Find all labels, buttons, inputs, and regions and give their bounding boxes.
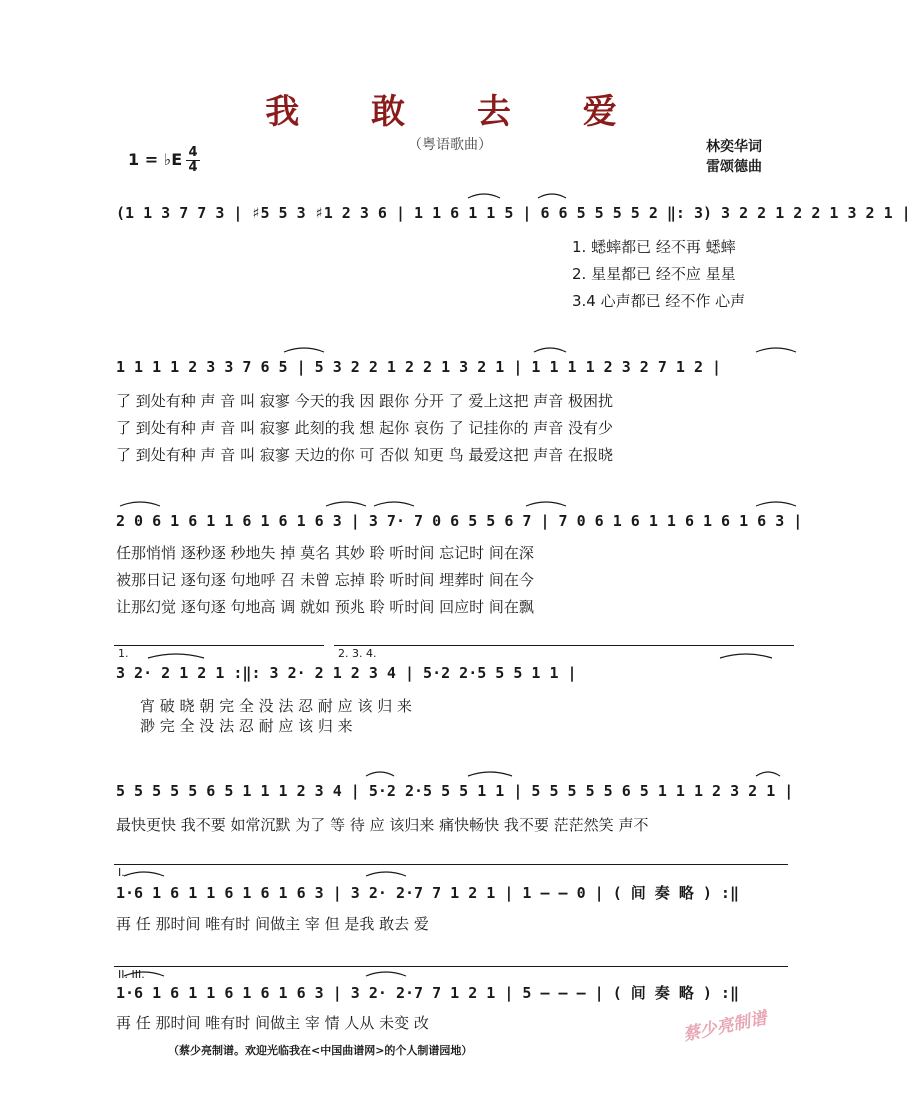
notation-row-4: 3 2· 2 1 2 1 :‖: 3 2· 2 1 2 3 4 | 5·2 2·5 5 5 1 1 |	[116, 664, 577, 682]
slur-13	[366, 772, 394, 776]
lyric-row-3c: 让那幻觉 逐句逐 句地高 调 就如 预兆 聆 听时间 回应时 间在飘	[116, 598, 534, 616]
lyric-row-7: 再 任 那时间 唯有时 间做主 宰 情 人从 未变 改	[116, 1014, 429, 1032]
lyric-row-3b: 被那日记 逐句逐 句地呼 召 未曾 忘掉 聆 听时间 埋葬时 间在今	[116, 571, 534, 589]
lyric-row-5: 最快更快 我不要 如常沉默 为了 等 待 应 该归来 痛快畅快 我不要 茫茫然笑 声不	[116, 816, 649, 834]
slur-6	[120, 502, 160, 506]
lyric-row-2a: 了 到处有种 声 音 叫 寂寥 今天的我 因 跟你 分开 了 爱上这把 声音 极困扰	[116, 392, 613, 410]
slur-14	[468, 772, 512, 776]
slur-1	[468, 194, 500, 198]
verse-lyric-1: 1. 蟋蟀都已 经不再 蟋蟀	[572, 238, 736, 256]
lyric-row-4b: 渺 完 全 没 法 忍 耐 应 该 归 来	[140, 717, 353, 735]
slur-9	[526, 502, 566, 506]
song-title: 我 敢 去 爱	[265, 92, 647, 132]
slur-3	[284, 348, 324, 352]
notation-row-1: (1 1 3 7 7 3 | ♯5 5 3 ♯1 2 3 6 | 1 1 6 1 1 5 | 6 6 5 5 5 5 2 ‖: 3) 3 2 2 1 2 2 1 3 2 1 |	[116, 204, 911, 222]
slur-8	[374, 502, 414, 506]
footer-note: （蔡少亮制谱。欢迎光临我在<中国曲谱网>的个人制谱园地）	[168, 1044, 473, 1057]
watermark: 蔡少亮制谱	[681, 1008, 769, 1046]
lyric-row-4a: 宵 破 晓 朝 完 全 没 法 忍 耐 应 该 归 来	[140, 697, 412, 715]
notation-row-7: 1·6 1 6 1 1 6 1 6 1 6 3 | 3 2· 2·7 7 1 2 1 | 5 — — — | ( 间 奏 略 ) :‖	[116, 984, 739, 1002]
volta-1-label: 1.	[118, 647, 129, 660]
lyric-row-2c: 了 到处有种 声 音 叫 寂寥 天边的你 可 否似 知更 鸟 最爱这把 声音 在报晓	[116, 446, 613, 464]
slur-12	[720, 654, 772, 658]
slur-15	[756, 772, 780, 776]
lyricist-credit: 林奕华词	[706, 139, 762, 155]
verse-lyric-3: 3.4 心声都已 经不作 心声	[572, 292, 746, 310]
key-signature: 1 = ♭E	[128, 150, 183, 169]
song-subtitle: （粤语歌曲）	[408, 137, 492, 153]
slur-4	[534, 348, 566, 352]
slur-18	[124, 972, 164, 976]
notation-row-3: 2 0 6 1 6 1 1 6 1 6 1 6 3 | 3 7· 7 0 6 5 5 6 7 | 7 0 6 1 6 1 1 6 1 6 1 6 3 |	[116, 512, 803, 530]
slur-17	[366, 872, 406, 876]
slur-5	[756, 348, 796, 352]
lyric-row-2b: 了 到处有种 声 音 叫 寂寥 此刻的我 想 起你 哀伤 了 记挂你的 声音 没有少	[116, 419, 613, 437]
slur-7	[326, 502, 366, 506]
volta-234-label: 2. 3. 4.	[338, 647, 377, 660]
slur-10	[756, 502, 796, 506]
ending-1-label: I.	[118, 866, 125, 879]
slur-16	[124, 872, 164, 876]
meter-bottom: 4	[188, 160, 198, 175]
lyric-row-3a: 任那悄悄 逐秒逐 秒地失 掉 莫名 其妙 聆 听时间 忘记时 间在深	[116, 544, 534, 562]
notation-row-2: 1 1 1 1 2 3 3 7 6 5 | 5 3 2 2 1 2 2 1 3 2 1 | 1 1 1 1 2 3 2 7 1 2 |	[116, 358, 722, 376]
verse-lyric-2: 2. 星星都已 经不应 星星	[572, 265, 736, 283]
composer-credit: 雷颂德曲	[706, 159, 762, 175]
ending-2-label: II. III.	[118, 968, 145, 981]
notation-row-5: 5 5 5 5 5 6 5 1 1 1 2 3 4 | 5·2 2·5 5 5 1 1 | 5 5 5 5 5 6 5 1 1 1 2 3 2 1 |	[116, 782, 794, 800]
slur-19	[366, 972, 406, 976]
slur-2	[538, 194, 566, 198]
notation-row-6: 1·6 1 6 1 1 6 1 6 1 6 3 | 3 2· 2·7 7 1 2 1 | 1 — — 0 | ( 间 奏 略 ) :‖	[116, 884, 739, 902]
slur-11	[148, 654, 204, 658]
lyric-row-6: 再 任 那时间 唯有时 间做主 宰 但 是我 敢去 爱	[116, 915, 429, 933]
meter-top: 4	[186, 146, 200, 161]
